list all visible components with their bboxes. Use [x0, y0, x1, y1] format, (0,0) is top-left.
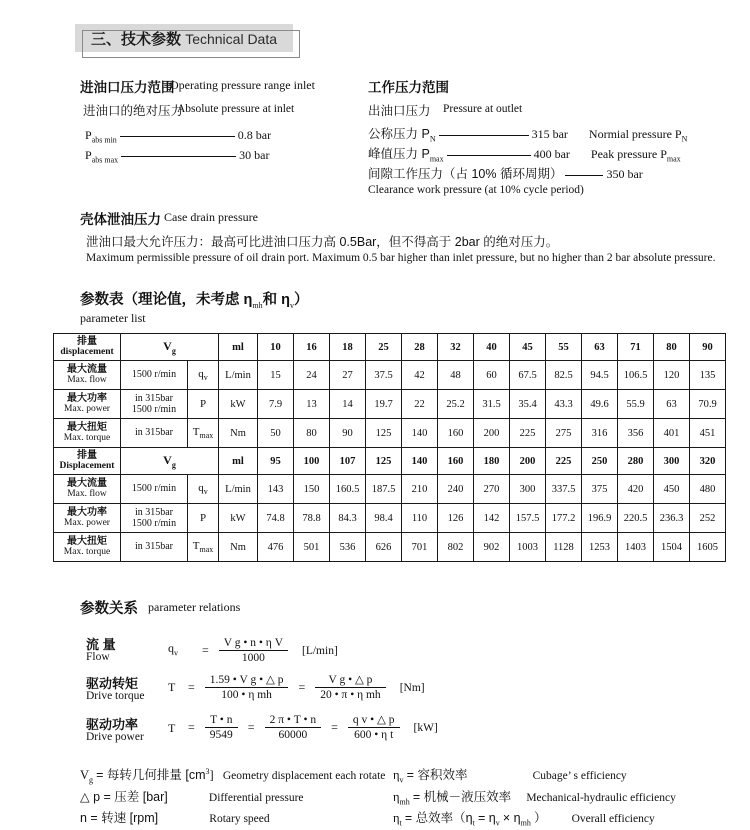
legend-left-2-en: Rotary speed	[209, 813, 270, 825]
g2r1-label	[54, 504, 121, 533]
g2r1-v8: 177.2	[546, 504, 582, 533]
g2r0-v10: 420	[618, 475, 654, 504]
flow-equation: = $\frac{\text{V g • n • η V}}{1000}$ [L/min]	[202, 637, 338, 665]
flow-unit: [L/min]	[302, 644, 338, 657]
g1r1-v1: 13	[294, 390, 330, 419]
torque-num-1: 1.59 • V g • △ p	[205, 673, 289, 688]
group1-size-12: 90	[690, 334, 726, 361]
g2r0-en: Max. flow	[67, 489, 107, 500]
inlet-row-1-leader	[121, 149, 236, 157]
g2r2-v5: 802	[438, 533, 474, 562]
outlet-row-2	[368, 164, 643, 182]
g2r2-v6: 902	[474, 533, 510, 562]
outlet-row-2-leader	[565, 168, 603, 176]
group1-vg-sub: g	[171, 346, 176, 356]
g1r0-cond: 1500 r/min	[121, 361, 188, 390]
g1r1-v0: 7.9	[258, 390, 294, 419]
g1r1-en: Max. power	[64, 404, 110, 415]
torque-label-cn: 驱动转矩	[86, 676, 139, 691]
legend-left-2	[80, 808, 270, 826]
legend-left-0: $V_g$ = 每转几何排量 $[cm^3]$ Geometry displacement each rotate	[80, 766, 386, 785]
g1r0-v8: 82.5	[546, 361, 582, 390]
g2r2-v10: 1403	[618, 533, 654, 562]
legend-right-1-en: Mechanical-hydraulic efficiency	[526, 792, 676, 804]
g2r1-unit: kW	[219, 504, 258, 533]
group2-head-cn: 排量	[77, 449, 97, 461]
group2-size-12: 320	[690, 448, 726, 475]
g1r1-v10: 55.9	[618, 390, 654, 419]
inlet-row-1	[85, 148, 269, 164]
power-fraction-2	[265, 713, 322, 743]
g2r0-label	[54, 475, 121, 504]
group2-size-0: 95	[258, 448, 294, 475]
g2r1-v12: 252	[690, 504, 726, 533]
case-drain-heading-en: Case drain pressure	[164, 210, 258, 224]
g1r0-v7: 67.5	[510, 361, 546, 390]
legend-left-0-en: Geometry displacement each rotate	[222, 770, 386, 782]
g1r0-v0: 15	[258, 361, 294, 390]
inlet-row-0-leader	[120, 129, 235, 137]
table-group2-header-row	[54, 448, 726, 475]
flow-label-cn: 流 量	[86, 637, 116, 652]
g2r1-v11: 236.3	[654, 504, 690, 533]
inlet-row-1-value: 30 bar	[239, 148, 270, 162]
outlet-row-0-note-sub: N	[681, 134, 688, 144]
table-row	[54, 504, 726, 533]
torque-equation: = $\frac{\text{1.59 • V g • △ p}}{\text{100 • η mh}}$ = $\frac{\text{V g • △ p}}{\text{20 • π • η mh}}$ [Nm]	[188, 674, 425, 702]
inlet-row-1-symbol: P	[85, 148, 92, 162]
group1-size-9: 63	[582, 334, 618, 361]
legend-right-0-symbol: η	[393, 768, 400, 782]
torque-num-2: V g • △ p	[315, 673, 385, 688]
g1r0-label	[54, 361, 121, 390]
g1r2-v1: 80	[294, 419, 330, 448]
g1r2-v11: 401	[654, 419, 690, 448]
flow-label-en: Flow	[86, 651, 110, 663]
power-fraction-1	[205, 713, 238, 743]
g1r2-v4: 140	[402, 419, 438, 448]
power-unit: [kW]	[413, 721, 438, 734]
group1-size-10: 71	[618, 334, 654, 361]
g1r2-v9: 316	[582, 419, 618, 448]
g1r2-cn: 最大扭矩	[67, 421, 107, 433]
g1r2-cond: in 315bar	[121, 419, 188, 448]
outlet-row-0-label-sub: N	[429, 134, 436, 144]
g2r0-v5: 240	[438, 475, 474, 504]
g2r2-unit: Nm	[219, 533, 258, 562]
g2r1-v10: 220.5	[618, 504, 654, 533]
legend-left-1	[80, 787, 304, 805]
inlet-heading-cn: 进油口压力范围	[80, 80, 175, 95]
banner-title-cn: 三、技术参数	[91, 31, 182, 48]
g1r2-v5: 160	[438, 419, 474, 448]
outlet-sub-en: Pressure at outlet	[443, 103, 523, 115]
inlet-row-0	[85, 128, 271, 144]
g2r1-cond: in 315bar 1500 r/min	[121, 504, 188, 533]
table-row	[54, 390, 726, 419]
group1-size-5: 32	[438, 334, 474, 361]
g2r2-v4: 701	[402, 533, 438, 562]
g1r0-v6: 60	[474, 361, 510, 390]
g1r1-v4: 22	[402, 390, 438, 419]
power-symbol: T	[168, 721, 176, 735]
torque-den-2: 20 • π • η mh	[320, 689, 381, 702]
g2r0-v2: 160.5	[330, 475, 366, 504]
inlet-sub-cn: 进油口的绝对压力	[83, 104, 184, 118]
g1r1-v2: 14	[330, 390, 366, 419]
outlet-row-0-value: 315 bar	[531, 127, 568, 141]
g2r0-v6: 270	[474, 475, 510, 504]
group2-size-4: 140	[402, 448, 438, 475]
g2r0-v4: 210	[402, 475, 438, 504]
g2r2-cond: in 315bar	[121, 533, 188, 562]
inlet-row-0-value: 0.8 bar	[237, 128, 272, 142]
g2r1-v4: 110	[402, 504, 438, 533]
power-label-en: Drive power	[86, 731, 144, 743]
flow-symbol: $q_v$	[168, 641, 178, 658]
torque-fraction-2	[315, 673, 385, 703]
g2r0-v7: 300	[510, 475, 546, 504]
outlet-row-0-note: Normial pressure P	[588, 127, 682, 141]
legend-right-0: $\eta_v$ = 容积效率 Cubage’ s efficiency	[393, 768, 627, 785]
group2-size-2: 107	[330, 448, 366, 475]
table-row	[54, 533, 726, 562]
g2r0-sym: $q_v$	[188, 475, 219, 504]
legend-left-1-text: △ p = 压差 [bar]	[80, 790, 168, 804]
g2r1-v1: 78.8	[294, 504, 330, 533]
g2r0-cn: 最大流量	[67, 477, 107, 489]
g1r1-cond: in 315bar 1500 r/min	[121, 390, 188, 419]
torque-fraction-1	[205, 673, 289, 703]
g2r2-v0: 476	[258, 533, 294, 562]
g2r0-v1: 150	[294, 475, 330, 504]
flow-denominator: 1000	[241, 652, 265, 665]
params-heading-en: parameter list	[80, 311, 146, 325]
group2-size-9: 250	[582, 448, 618, 475]
inlet-heading-en: Operating pressure range inlet	[170, 78, 315, 92]
legend-left-0-symbol: V	[80, 768, 90, 782]
g1r0-v9: 94.5	[582, 361, 618, 390]
g2r2-v3: 626	[366, 533, 402, 562]
group2-vg-cell	[121, 448, 219, 475]
g1r1-label	[54, 390, 121, 419]
g2r1-sym: P	[188, 504, 219, 533]
group1-head-en: displacement	[60, 347, 114, 358]
g1r0-v4: 42	[402, 361, 438, 390]
legend-right-0-text: = 容积效率	[406, 768, 468, 782]
g1r2-v3: 125	[366, 419, 402, 448]
group1-unit-cell: ml	[219, 334, 258, 361]
power-fraction-3	[348, 713, 400, 743]
torque-symbol: T	[168, 680, 176, 694]
g2r0-v11: 450	[654, 475, 690, 504]
group2-size-5: 160	[438, 448, 474, 475]
outlet-sub-cn: 出油口压力	[368, 104, 431, 118]
outlet-row-0-leader	[439, 128, 529, 136]
g1r1-v8: 43.3	[546, 390, 582, 419]
inlet-sub-en: Absolute pressure at inlet	[177, 103, 295, 115]
params-heading-mid: 和 η	[262, 292, 291, 308]
section-banner	[75, 24, 300, 54]
g2r1-v5: 126	[438, 504, 474, 533]
g1r1-v6: 31.5	[474, 390, 510, 419]
g1r0-sym: $q_v$	[188, 361, 219, 390]
power-label-cn: 驱动功率	[86, 717, 139, 732]
power-num-1: T • n	[205, 713, 238, 728]
power-den-1: 9549	[209, 729, 233, 742]
outlet-row-1-note-sub: max	[666, 154, 681, 164]
g2r2-v2: 536	[330, 533, 366, 562]
power-den-3: 600 • η t	[354, 729, 394, 742]
group2-size-6: 180	[474, 448, 510, 475]
torque-unit: [Nm]	[399, 681, 425, 694]
torque-label-en: Drive torque	[86, 690, 145, 702]
g1r1-v12: 70.9	[690, 390, 726, 419]
g1r0-cn: 最大流量	[67, 363, 107, 375]
case-drain-line-cn: 泄油口最大允许压力：最高可比进油口压力高 0.5Bar，但不得高于 2bar 的绝对压力。	[86, 235, 559, 249]
g2r1-v3: 98.4	[366, 504, 402, 533]
outlet-row-0	[368, 124, 687, 143]
outlet-clearance-en: Clearance work pressure (at 10% cycle period)	[368, 184, 584, 196]
outlet-row-0-label: 公称压力 P	[368, 127, 430, 141]
outlet-row-1-label-sub: max	[429, 154, 444, 164]
g1r2-v8: 275	[546, 419, 582, 448]
g2r1-en: Max. power	[64, 518, 110, 529]
g1r1-v11: 63	[654, 390, 690, 419]
group1-size-8: 55	[546, 334, 582, 361]
g1r2-en: Max. torque	[63, 433, 111, 444]
table-row	[54, 419, 726, 448]
legend-right-2: $\eta_t$ = 总效率（$\eta_t = \eta_v \times \eta_{mh}$ ） Overall efficiency	[393, 811, 655, 828]
g1r2-v12: 451	[690, 419, 726, 448]
g2r0-cond: 1500 r/min	[121, 475, 188, 504]
g2r0-v0: 143	[258, 475, 294, 504]
group1-size-4: 28	[402, 334, 438, 361]
params-heading-sub-mh: mh	[252, 301, 263, 311]
inlet-row-1-subscript: abs max	[91, 155, 119, 165]
g1r0-v12: 135	[690, 361, 726, 390]
power-equation: = $\frac{T • n}{9549}$ = $\frac{2 \pi • T • n}{60000}$ = $\frac{\text{q v • △ p}}{\text{600 • η t}}$ [kW]	[188, 714, 438, 742]
group2-size-3: 125	[366, 448, 402, 475]
legend-right-2-en: Overall efficiency	[571, 813, 655, 825]
parameter-table	[53, 333, 726, 562]
legend-right-2-symbol: η	[393, 811, 400, 825]
case-drain-line-en: Maximum permissible pressure of oil drain port. Maximum 0.5 bar higher than inlet pressure, but no higher than 2 bar absolute pressure.	[86, 252, 716, 264]
group1-head-cn: 排量	[77, 335, 97, 347]
inlet-row-0-symbol: P	[85, 128, 92, 142]
group1-size-2: 18	[330, 334, 366, 361]
legend-right-1: $\eta_{mh}$ = 机械－液压效率 Mechanical-hydraulic efficiency	[393, 790, 676, 807]
group1-head-label	[54, 334, 121, 361]
group1-vg-cell	[121, 334, 219, 361]
params-heading	[80, 288, 309, 310]
g1r2-unit: Nm	[219, 419, 258, 448]
g2r2-v12: 1605	[690, 533, 726, 562]
banner-title	[91, 28, 277, 49]
table-row	[54, 475, 726, 504]
g2r2-en: Max. torque	[63, 547, 111, 558]
g1r0-v5: 48	[438, 361, 474, 390]
group1-size-1: 16	[294, 334, 330, 361]
params-heading-sub-v: v	[290, 301, 295, 311]
g1r0-unit: L/min	[219, 361, 258, 390]
g1r2-v2: 90	[330, 419, 366, 448]
banner-title-en: Technical Data	[185, 31, 278, 47]
g1r0-v10: 106.5	[618, 361, 654, 390]
g2r1-v2: 84.3	[330, 504, 366, 533]
g1r2-sym: $T_{max}$	[188, 419, 219, 448]
legend-right-1-text: = 机械－液压效率	[412, 790, 512, 804]
relations-heading-en: parameter relations	[148, 600, 241, 614]
case-drain-heading-cn: 壳体泄油压力	[80, 212, 161, 227]
g1r2-v0: 50	[258, 419, 294, 448]
outlet-heading-cn: 工作压力范围	[368, 80, 449, 95]
group2-size-1: 100	[294, 448, 330, 475]
group1-size-11: 80	[654, 334, 690, 361]
group2-vg-symbol: V	[163, 452, 172, 467]
g1r0-v1: 24	[294, 361, 330, 390]
outlet-row-2-value: 350 bar	[606, 167, 643, 181]
group1-size-7: 45	[510, 334, 546, 361]
group1-size-0: 10	[258, 334, 294, 361]
g2r2-sym: $T_{max}$	[188, 533, 219, 562]
inlet-row-0-subscript: abs min	[91, 135, 117, 145]
g2r2-v1: 501	[294, 533, 330, 562]
group2-size-7: 200	[510, 448, 546, 475]
legend-right-1-symbol: η	[393, 790, 400, 804]
g1r1-v5: 25.2	[438, 390, 474, 419]
legend-left-1-en: Differential pressure	[208, 792, 304, 804]
flow-numerator: V g • n • η V	[219, 636, 288, 651]
g2r0-v9: 375	[582, 475, 618, 504]
power-den-2: 60000	[278, 729, 308, 742]
g1r1-v3: 19.7	[366, 390, 402, 419]
g2r2-v7: 1003	[510, 533, 546, 562]
relations-heading-cn: 参数关系	[80, 601, 138, 617]
g1r2-v10: 356	[618, 419, 654, 448]
g2r0-v8: 337.5	[546, 475, 582, 504]
g2r2-cn: 最大扭矩	[67, 535, 107, 547]
g1r0-v11: 120	[654, 361, 690, 390]
torque-den-1: 100 • η mh	[221, 689, 272, 702]
g2r1-cn: 最大功率	[67, 506, 107, 518]
g2r0-unit: L/min	[219, 475, 258, 504]
outlet-row-1-note: Peak pressure P	[590, 147, 667, 161]
legend-left-0-text: = 每转几何排量 [cm	[96, 768, 206, 782]
g2r2-v11: 1504	[654, 533, 690, 562]
outlet-row-1	[368, 144, 681, 163]
g1r1-v7: 35.4	[510, 390, 546, 419]
g1r1-cn: 最大功率	[67, 392, 107, 404]
g1r0-en: Max. flow	[67, 375, 107, 386]
params-heading-cn: 参数表（理论值，未考虑 η	[80, 292, 253, 308]
group1-size-6: 40	[474, 334, 510, 361]
outlet-row-1-leader	[447, 148, 531, 156]
g2r2-label	[54, 533, 121, 562]
group2-size-11: 300	[654, 448, 690, 475]
g1r0-v3: 37.5	[366, 361, 402, 390]
g2r1-v0: 74.8	[258, 504, 294, 533]
g1r1-v9: 49.6	[582, 390, 618, 419]
g1r2-v7: 225	[510, 419, 546, 448]
flow-fraction	[219, 636, 288, 666]
legend-right-2-text: = 总效率（η	[404, 811, 473, 825]
outlet-row-1-label: 峰值压力 P	[368, 147, 430, 161]
group2-head-label	[54, 448, 121, 475]
legend-right-0-en: Cubage’ s efficiency	[532, 770, 627, 782]
g2r1-v7: 157.5	[510, 504, 546, 533]
group2-head-en: Displacement	[59, 461, 115, 472]
group1-size-3: 25	[366, 334, 402, 361]
group2-size-8: 225	[546, 448, 582, 475]
outlet-row-2-label: 间隙工作压力（占 10% 循环周期）	[368, 167, 563, 181]
g2r1-v9: 196.9	[582, 504, 618, 533]
g1r0-v2: 27	[330, 361, 366, 390]
legend-left-2-text: n = 转速 [rpm]	[80, 811, 159, 825]
power-num-2: 2 π • T • n	[265, 713, 322, 728]
power-num-3: q v • △ p	[348, 713, 400, 728]
group2-size-10: 280	[618, 448, 654, 475]
table-group1-header-row	[54, 334, 726, 361]
g1r2-v6: 200	[474, 419, 510, 448]
group2-unit-cell: ml	[219, 448, 258, 475]
g2r2-v8: 1128	[546, 533, 582, 562]
group1-vg-symbol: V	[163, 338, 172, 353]
group2-vg-sub: g	[171, 460, 176, 470]
g2r1-v6: 142	[474, 504, 510, 533]
g2r2-v9: 1253	[582, 533, 618, 562]
params-heading-end: ）	[294, 292, 309, 308]
g2r0-v3: 187.5	[366, 475, 402, 504]
outlet-row-1-value: 400 bar	[533, 147, 570, 161]
g1r1-unit: kW	[219, 390, 258, 419]
g2r0-v12: 480	[690, 475, 726, 504]
g1r2-label	[54, 419, 121, 448]
g1r1-sym: P	[188, 390, 219, 419]
table-row	[54, 361, 726, 390]
